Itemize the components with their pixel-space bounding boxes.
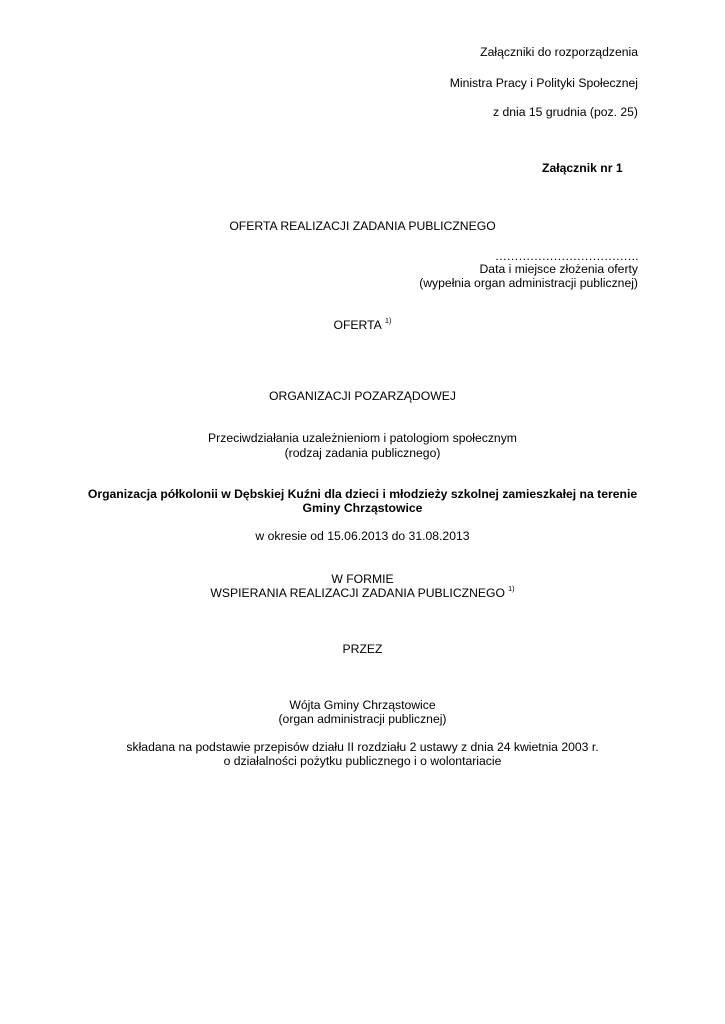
submission-date-label: Data i miejsce złożenia oferty — [479, 262, 638, 276]
offer-footnote: 1) — [384, 316, 392, 325]
task-kind-caption: (rodzaj zadania publicznego) — [284, 446, 441, 460]
authority-name: Wójta Gminy Chrząstowice — [289, 698, 436, 712]
task-title-line1: Organizacja półkolonii w Dębskiej Kuźni dla dzieci i młodzieży szkolnej zamieszkałej na terenie — [87, 487, 638, 501]
form-heading: W FORMIE — [331, 572, 394, 586]
header-date-line: z dnia 15 grudnia (poz. 25) — [493, 105, 638, 119]
header-ministry-line: Ministra Pracy i Polityki Społecznej — [449, 76, 638, 90]
header-regulation-line: Załączniki do rozporządzenia — [480, 45, 638, 59]
form-type-label: WSPIERANIA REALIZACJI ZADANIA PUBLICZNEGO — [210, 586, 505, 600]
legal-basis-line1: składana na podstawie przepisów działu II rozdziału 2 ustawy z dnia 24 kwietnia 2003 r. — [126, 740, 599, 754]
submission-date-note: (wypełnia organ administracji publicznej) — [419, 276, 638, 290]
task-title-line2: Gminy Chrząstowice — [302, 501, 423, 515]
by-heading: PRZEZ — [342, 642, 383, 656]
implementation-period: w okresie od 15.06.2013 do 31.08.2013 — [255, 529, 470, 543]
submission-date-dots: ………………………………. — [494, 249, 638, 263]
offer-label: OFERTA — [333, 318, 382, 332]
legal-basis-line2: o działalności pożytku publicznego i o wolontariacie — [223, 754, 502, 768]
annex-number: Załącznik nr 1 — [542, 161, 623, 175]
form-type — [0, 586, 725, 601]
task-kind-value: Przeciwdziałania uzależnieniom i patologiom społecznym — [208, 431, 517, 445]
organization-type: ORGANIZACJI POZARZĄDOWEJ — [269, 389, 456, 403]
offer-heading — [0, 318, 725, 333]
authority-caption: (organ administracji publicznej) — [278, 712, 447, 726]
form-footnote: 1) — [507, 584, 515, 593]
document-title: OFERTA REALIZACJI ZADANIA PUBLICZNEGO — [229, 219, 496, 233]
